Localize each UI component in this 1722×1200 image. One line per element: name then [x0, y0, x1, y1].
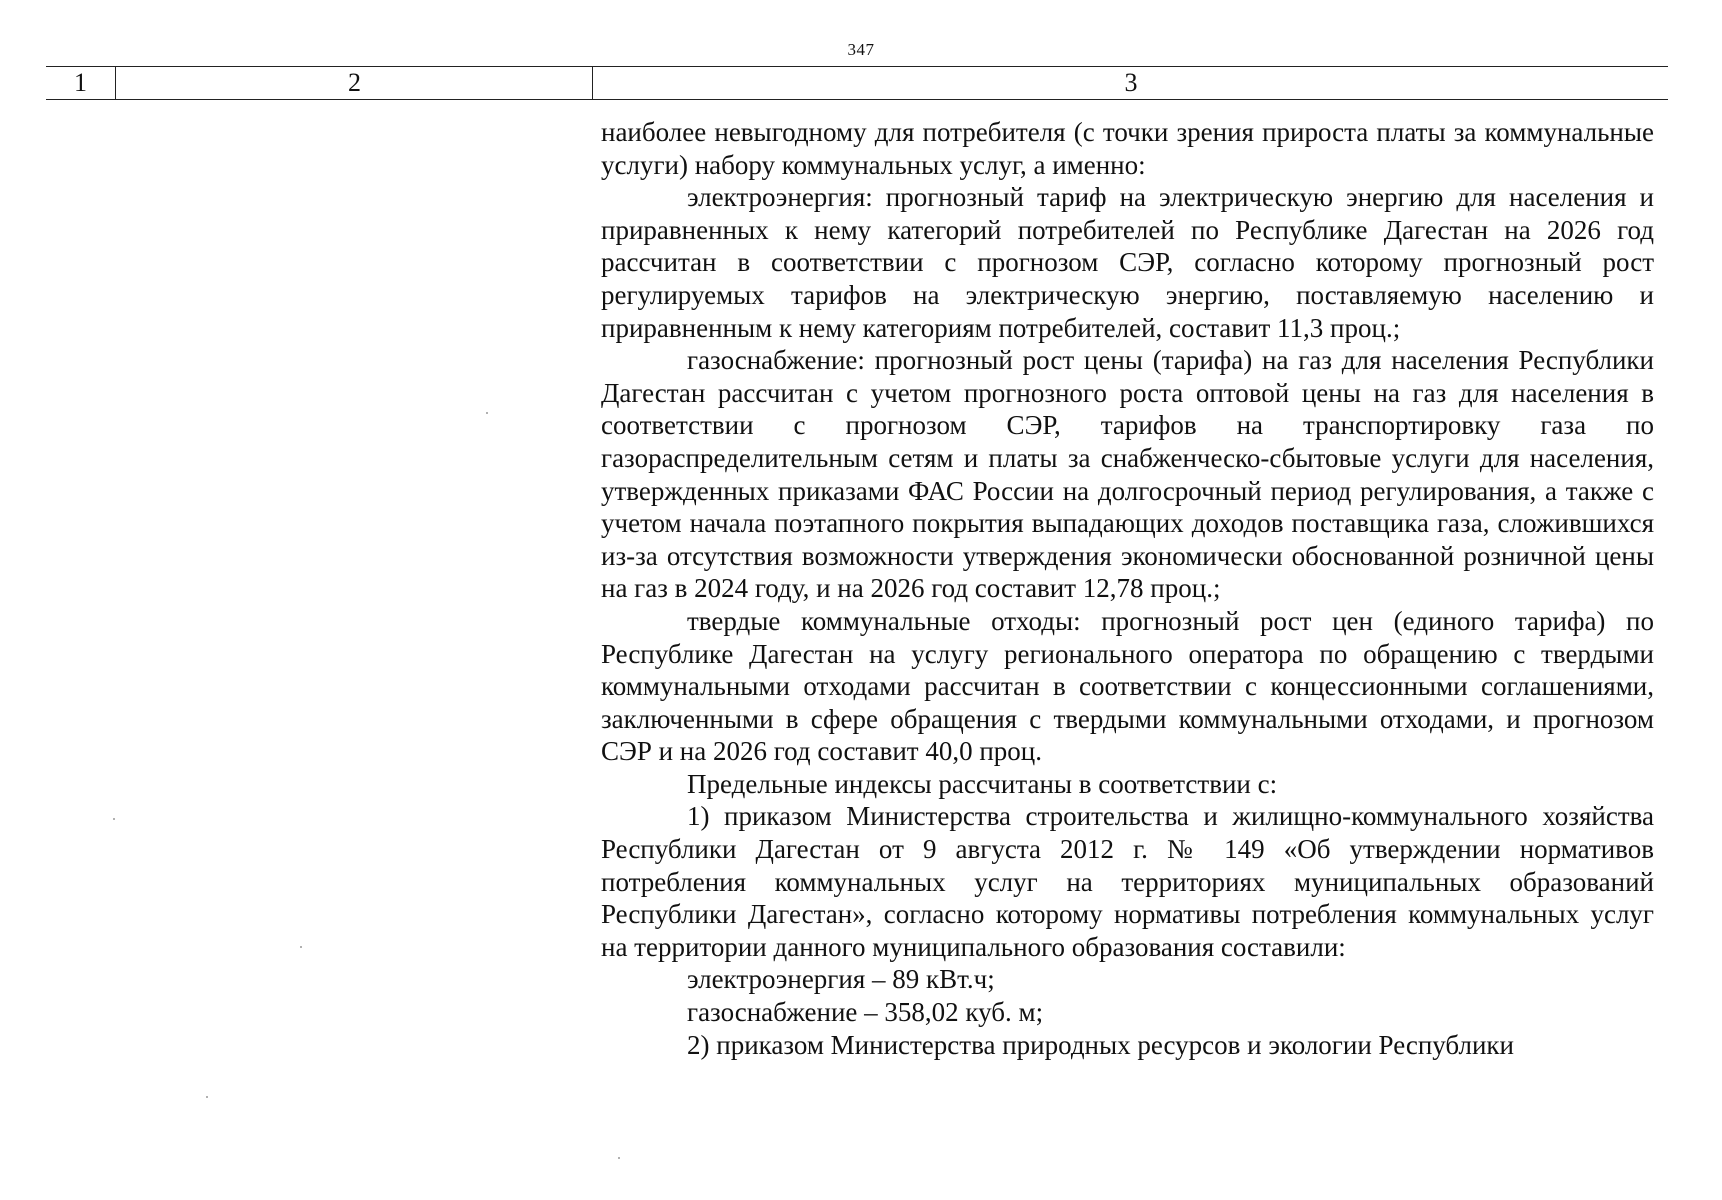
paragraph-order-1: 1) приказом Министерства строительства и жилищно-коммунального хозяйства Республики Дагестан от 9 августа 2012 г. № 149 «Об утверждении нормативов потребления коммунальных услуг на территориях муниципальных образований Республики Дагестан», согласно которому нормативы потребления коммунальных услуг на территории данного муниципального образования составили: — [601, 801, 1654, 962]
paragraph-gas: газоснабжение: прогнозный рост цены (тарифа) на газ для населения Республики Дагестан рассчитан с учетом прогнозного роста оптовой цены на газ для населения в соответствии с прогнозом СЭР, тарифов на транспортировку газа по газораспределительным сетям и платы за снабженческо-сбытовые услуги для населения, утвержденных приказами ФАС России на долгосрочный период регулирования, а также с учетом начала поэтапного покрытия выпадающих доходов поставщика газа, сложившихся из-за отсутствия возможности утверждения экономически обоснованной розничной цены на газ в 2024 году, и на 2026 год составит 12,78 проц.; — [601, 345, 1654, 604]
scan-speck — [618, 1157, 620, 1159]
scan-speck — [300, 946, 302, 948]
column-header-1: 1 — [74, 68, 87, 97]
scan-speck — [206, 1096, 208, 1098]
paragraph-electricity: электроэнергия: прогнозный тариф на электрическую энергию для населения и приравненных к нему категорий потребителей по Республике Дагестан на 2026 год рассчитан в соответствии с прогнозом СЭР, согласно которому прогнозный рост регулируемых тарифов на электрическую энергию, поставляемую населению и приравненным к нему категориям потребителей, составит 11,3 проц.; — [601, 182, 1654, 343]
column-header-2: 2 — [348, 68, 361, 97]
paragraph-intro: наиболее невыгодному для потребителя (с точки зрения прироста платы за коммунальные услуги) набору коммунальных услуг, а именно: — [601, 117, 1654, 180]
document-body — [601, 116, 1654, 1061]
column-header-3: 3 — [1124, 68, 1138, 97]
column-divider-1 — [115, 66, 116, 100]
paragraph-solid-waste: твердые коммунальные отходы: прогнозный рост цен (единого тарифа) по Республике Дагестан на услугу регионального оператора по обращению с твердыми коммунальными отходами рассчитан в соответствии с концессионными соглашениями, заключенными в сфере обращения с твердыми коммунальными отходами, и прогнозом СЭР и на 2026 год составит 40,0 проц. — [601, 605, 1654, 767]
scan-speck — [486, 412, 488, 414]
page-number: 347 — [847, 40, 875, 59]
column-divider-2 — [592, 66, 593, 100]
norm-electricity: электроэнергия – 89 кВт.ч; — [687, 964, 995, 995]
paragraph-order-2: 2) приказом Министерства природных ресурсов и экологии Республики — [687, 1029, 1514, 1060]
paragraph-indices-basis: Предельные индексы рассчитаны в соответствии с: — [687, 768, 1278, 799]
table-header-bottom-rule — [46, 99, 1668, 100]
table-header-top-rule — [46, 66, 1668, 67]
scan-speck — [113, 818, 115, 820]
norm-gas: газоснабжение – 358,02 куб. м; — [687, 997, 1044, 1028]
